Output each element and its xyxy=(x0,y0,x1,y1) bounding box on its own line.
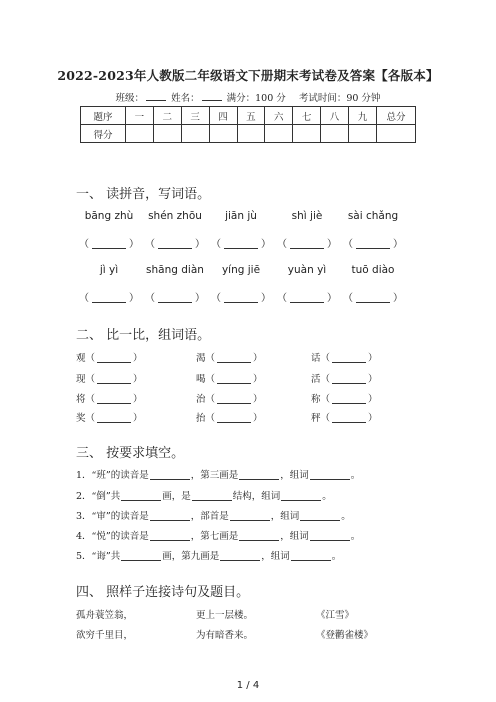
fill-line: 3．“审”的读音是 ，部首是 ，组词 。 xyxy=(76,511,351,522)
score-input-cell[interactable] xyxy=(181,125,209,143)
exam-info xyxy=(0,90,496,104)
word-blank[interactable]: 活（ ） xyxy=(311,374,378,385)
score-row-label: 得分 xyxy=(81,125,126,143)
score-cell: 总分 xyxy=(377,107,416,125)
score-cell: 八 xyxy=(321,107,349,125)
word-blank[interactable]: 观（ ） xyxy=(76,353,143,364)
answer-blank[interactable]: （ ） xyxy=(145,239,205,250)
fill-blank[interactable] xyxy=(291,560,331,561)
answer-blank[interactable]: （ ） xyxy=(211,293,271,304)
fill-line: 2．“倒”共 画，是 结构，组词 。 xyxy=(76,491,332,502)
score-cell: 二 xyxy=(153,107,181,125)
class-blank[interactable] xyxy=(146,100,166,101)
score-input-cell[interactable] xyxy=(153,125,181,143)
word-blank[interactable]: 渴（ ） xyxy=(196,353,263,364)
poem-line[interactable]: 为有暗香来。 xyxy=(196,630,254,641)
answer-blank[interactable]: （ ） xyxy=(211,239,271,250)
pinyin-item: jiān jù xyxy=(225,210,257,222)
fill-blank[interactable] xyxy=(150,520,190,521)
word-blank[interactable]: 抬（ ） xyxy=(196,413,263,424)
pinyin-item: bāng zhù xyxy=(84,210,134,222)
answer-blank[interactable]: （ ） xyxy=(277,293,337,304)
section-2-heading: 二、 比一比，组词语。 xyxy=(76,328,211,343)
score-cell: 三 xyxy=(181,107,209,125)
score-header-row xyxy=(81,107,416,125)
exam-time: 考试时间：90 分钟 xyxy=(298,93,381,104)
word-blank[interactable]: 现（ ） xyxy=(76,374,143,385)
page-number: 1 / 4 xyxy=(236,680,260,691)
fill-blank[interactable] xyxy=(192,500,232,501)
section-3-heading: 三、 按要求填空。 xyxy=(76,446,185,461)
fill-blank[interactable] xyxy=(150,479,190,480)
fill-blank[interactable] xyxy=(230,520,270,521)
pinyin-item: tuō diào xyxy=(351,264,395,276)
poem-line[interactable]: 欲穷千里目， xyxy=(76,630,134,641)
score-cell: 九 xyxy=(349,107,377,125)
fill-blank[interactable] xyxy=(310,540,350,541)
fill-blank[interactable] xyxy=(281,500,321,501)
poem-line[interactable]: 更上一层楼。 xyxy=(196,610,254,621)
answer-blank[interactable]: （ ） xyxy=(79,293,139,304)
word-blank[interactable]: 秤（ ） xyxy=(311,413,378,424)
answer-blank[interactable]: （ ） xyxy=(343,293,403,304)
answer-blank[interactable]: （ ） xyxy=(277,239,337,250)
word-blank[interactable]: 奖（ ） xyxy=(76,413,143,424)
fill-blank[interactable] xyxy=(239,479,279,480)
score-input-cell[interactable] xyxy=(265,125,293,143)
score-input-cell[interactable] xyxy=(237,125,265,143)
page-title: 2022-2023年人教版二年级语文下册期末考试卷及答案【各版本】 xyxy=(57,68,439,83)
poem-line[interactable]: 孤舟蓑笠翁， xyxy=(76,610,134,621)
score-cell: 五 xyxy=(237,107,265,125)
fill-blank[interactable] xyxy=(150,540,190,541)
word-blank[interactable]: 称（ ） xyxy=(311,394,378,405)
answer-blank[interactable]: （ ） xyxy=(343,239,403,250)
class-label: 班级： xyxy=(115,93,145,104)
word-blank[interactable]: 治（ ） xyxy=(196,394,263,405)
section-4-heading: 四、 照样子连接诗句及题目。 xyxy=(76,585,250,600)
fill-line: 1．“班”的读音是 ，第三画是 ，组词 。 xyxy=(76,470,361,481)
pinyin-item: shì jiè xyxy=(291,210,323,222)
word-blank[interactable]: 将（ ） xyxy=(76,394,143,405)
pinyin-item: jì yì xyxy=(99,264,119,276)
score-table xyxy=(80,106,416,143)
score-input-cell[interactable] xyxy=(209,125,237,143)
pinyin-item: yuàn yì xyxy=(287,264,327,276)
score-cell: 四 xyxy=(209,107,237,125)
fill-line: 4．“悦”的读音是 ，第七画是 ，组词 。 xyxy=(76,531,361,542)
score-input-cell[interactable] xyxy=(349,125,377,143)
score-input-cell[interactable] xyxy=(126,125,154,143)
score-cell: 题序 xyxy=(81,107,126,125)
word-blank[interactable]: 喝（ ） xyxy=(196,374,263,385)
score-input-cell[interactable] xyxy=(377,125,416,143)
answer-blank[interactable]: （ ） xyxy=(79,239,139,250)
fill-blank[interactable] xyxy=(310,479,350,480)
poem-title[interactable]: 《江雪》 xyxy=(316,610,355,621)
fill-blank[interactable] xyxy=(300,520,340,521)
score-value-row xyxy=(81,125,416,143)
full-score: 满分：100 分 xyxy=(226,93,286,104)
fill-blank[interactable] xyxy=(121,500,161,501)
poem-title[interactable]: 《登鹳雀楼》 xyxy=(316,630,374,641)
fill-blank[interactable] xyxy=(220,560,260,561)
word-blank[interactable]: 话（ ） xyxy=(311,353,378,364)
score-cell: 六 xyxy=(265,107,293,125)
score-input-cell[interactable] xyxy=(293,125,321,143)
score-cell: 七 xyxy=(293,107,321,125)
score-input-cell[interactable] xyxy=(321,125,349,143)
fill-blank[interactable] xyxy=(239,540,279,541)
score-cell: 一 xyxy=(126,107,154,125)
name-blank[interactable] xyxy=(202,100,222,101)
section-1-heading: 一、 读拼音，写词语。 xyxy=(76,187,211,202)
pinyin-item: shāng diàn xyxy=(146,264,204,276)
name-label: 姓名： xyxy=(171,93,200,104)
fill-line: 5．“诲”共 画，第九画是 ，组词 。 xyxy=(76,551,342,562)
pinyin-item: shén zhōu xyxy=(148,210,202,222)
pinyin-item: sài chǎng xyxy=(347,210,399,222)
answer-blank[interactable]: （ ） xyxy=(145,293,205,304)
pinyin-item: yíng jiē xyxy=(221,264,261,276)
fill-blank[interactable] xyxy=(121,560,161,561)
